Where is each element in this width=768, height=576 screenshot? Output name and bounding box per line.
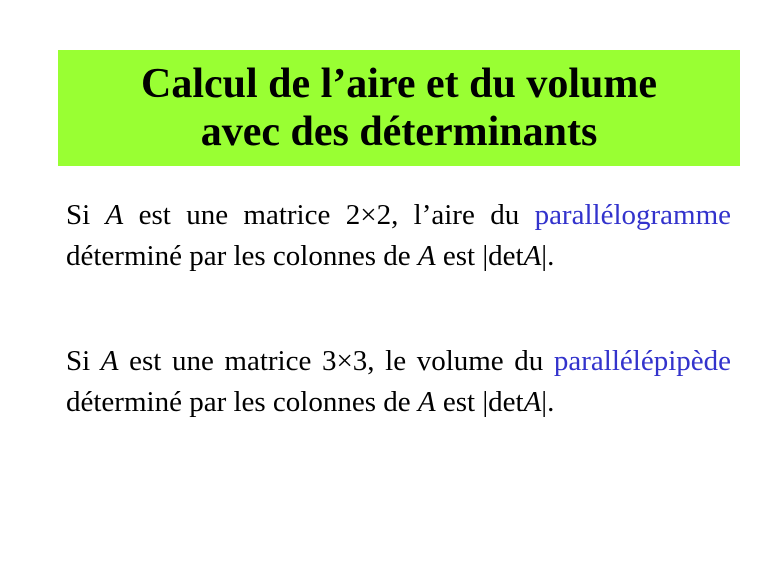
p1-text-3: est |det <box>442 240 524 272</box>
p2-si: Si <box>66 345 91 377</box>
p1-term-parallelogram: parallélogramme <box>534 199 732 231</box>
p1-matrix-var-2: A <box>417 240 436 272</box>
p2-text-2: déterminé par les colonnes de <box>66 386 411 418</box>
paragraph-volume-3x3 <box>66 341 731 423</box>
p1-si: Si <box>66 199 91 231</box>
p2-matrix-var-2: A <box>417 386 436 418</box>
p1-text-2: déterminé par les colonnes de <box>66 240 411 272</box>
p1-matrix-var-3: A <box>523 240 542 272</box>
slide-title-line-2: avec des déterminants <box>200 109 598 155</box>
p2-text-1: est une matrice 3×3, le volume du <box>129 345 544 377</box>
slide-title-banner <box>58 50 740 166</box>
p2-term-parallelepiped: parallélépipède <box>553 345 732 377</box>
p2-text-4: |. <box>541 386 555 418</box>
paragraph-area-2x2 <box>66 195 731 277</box>
p2-text-3: est |det <box>442 386 524 418</box>
p2-matrix-var: A <box>100 345 119 377</box>
p1-text-4: |. <box>541 240 555 272</box>
slide-title-line-1: Calcul de l’aire et du volume <box>140 61 658 107</box>
p1-text-1: est une matrice 2×2, l’aire du <box>138 199 520 231</box>
p2-matrix-var-3: A <box>523 386 542 418</box>
p1-matrix-var: A <box>105 199 124 231</box>
